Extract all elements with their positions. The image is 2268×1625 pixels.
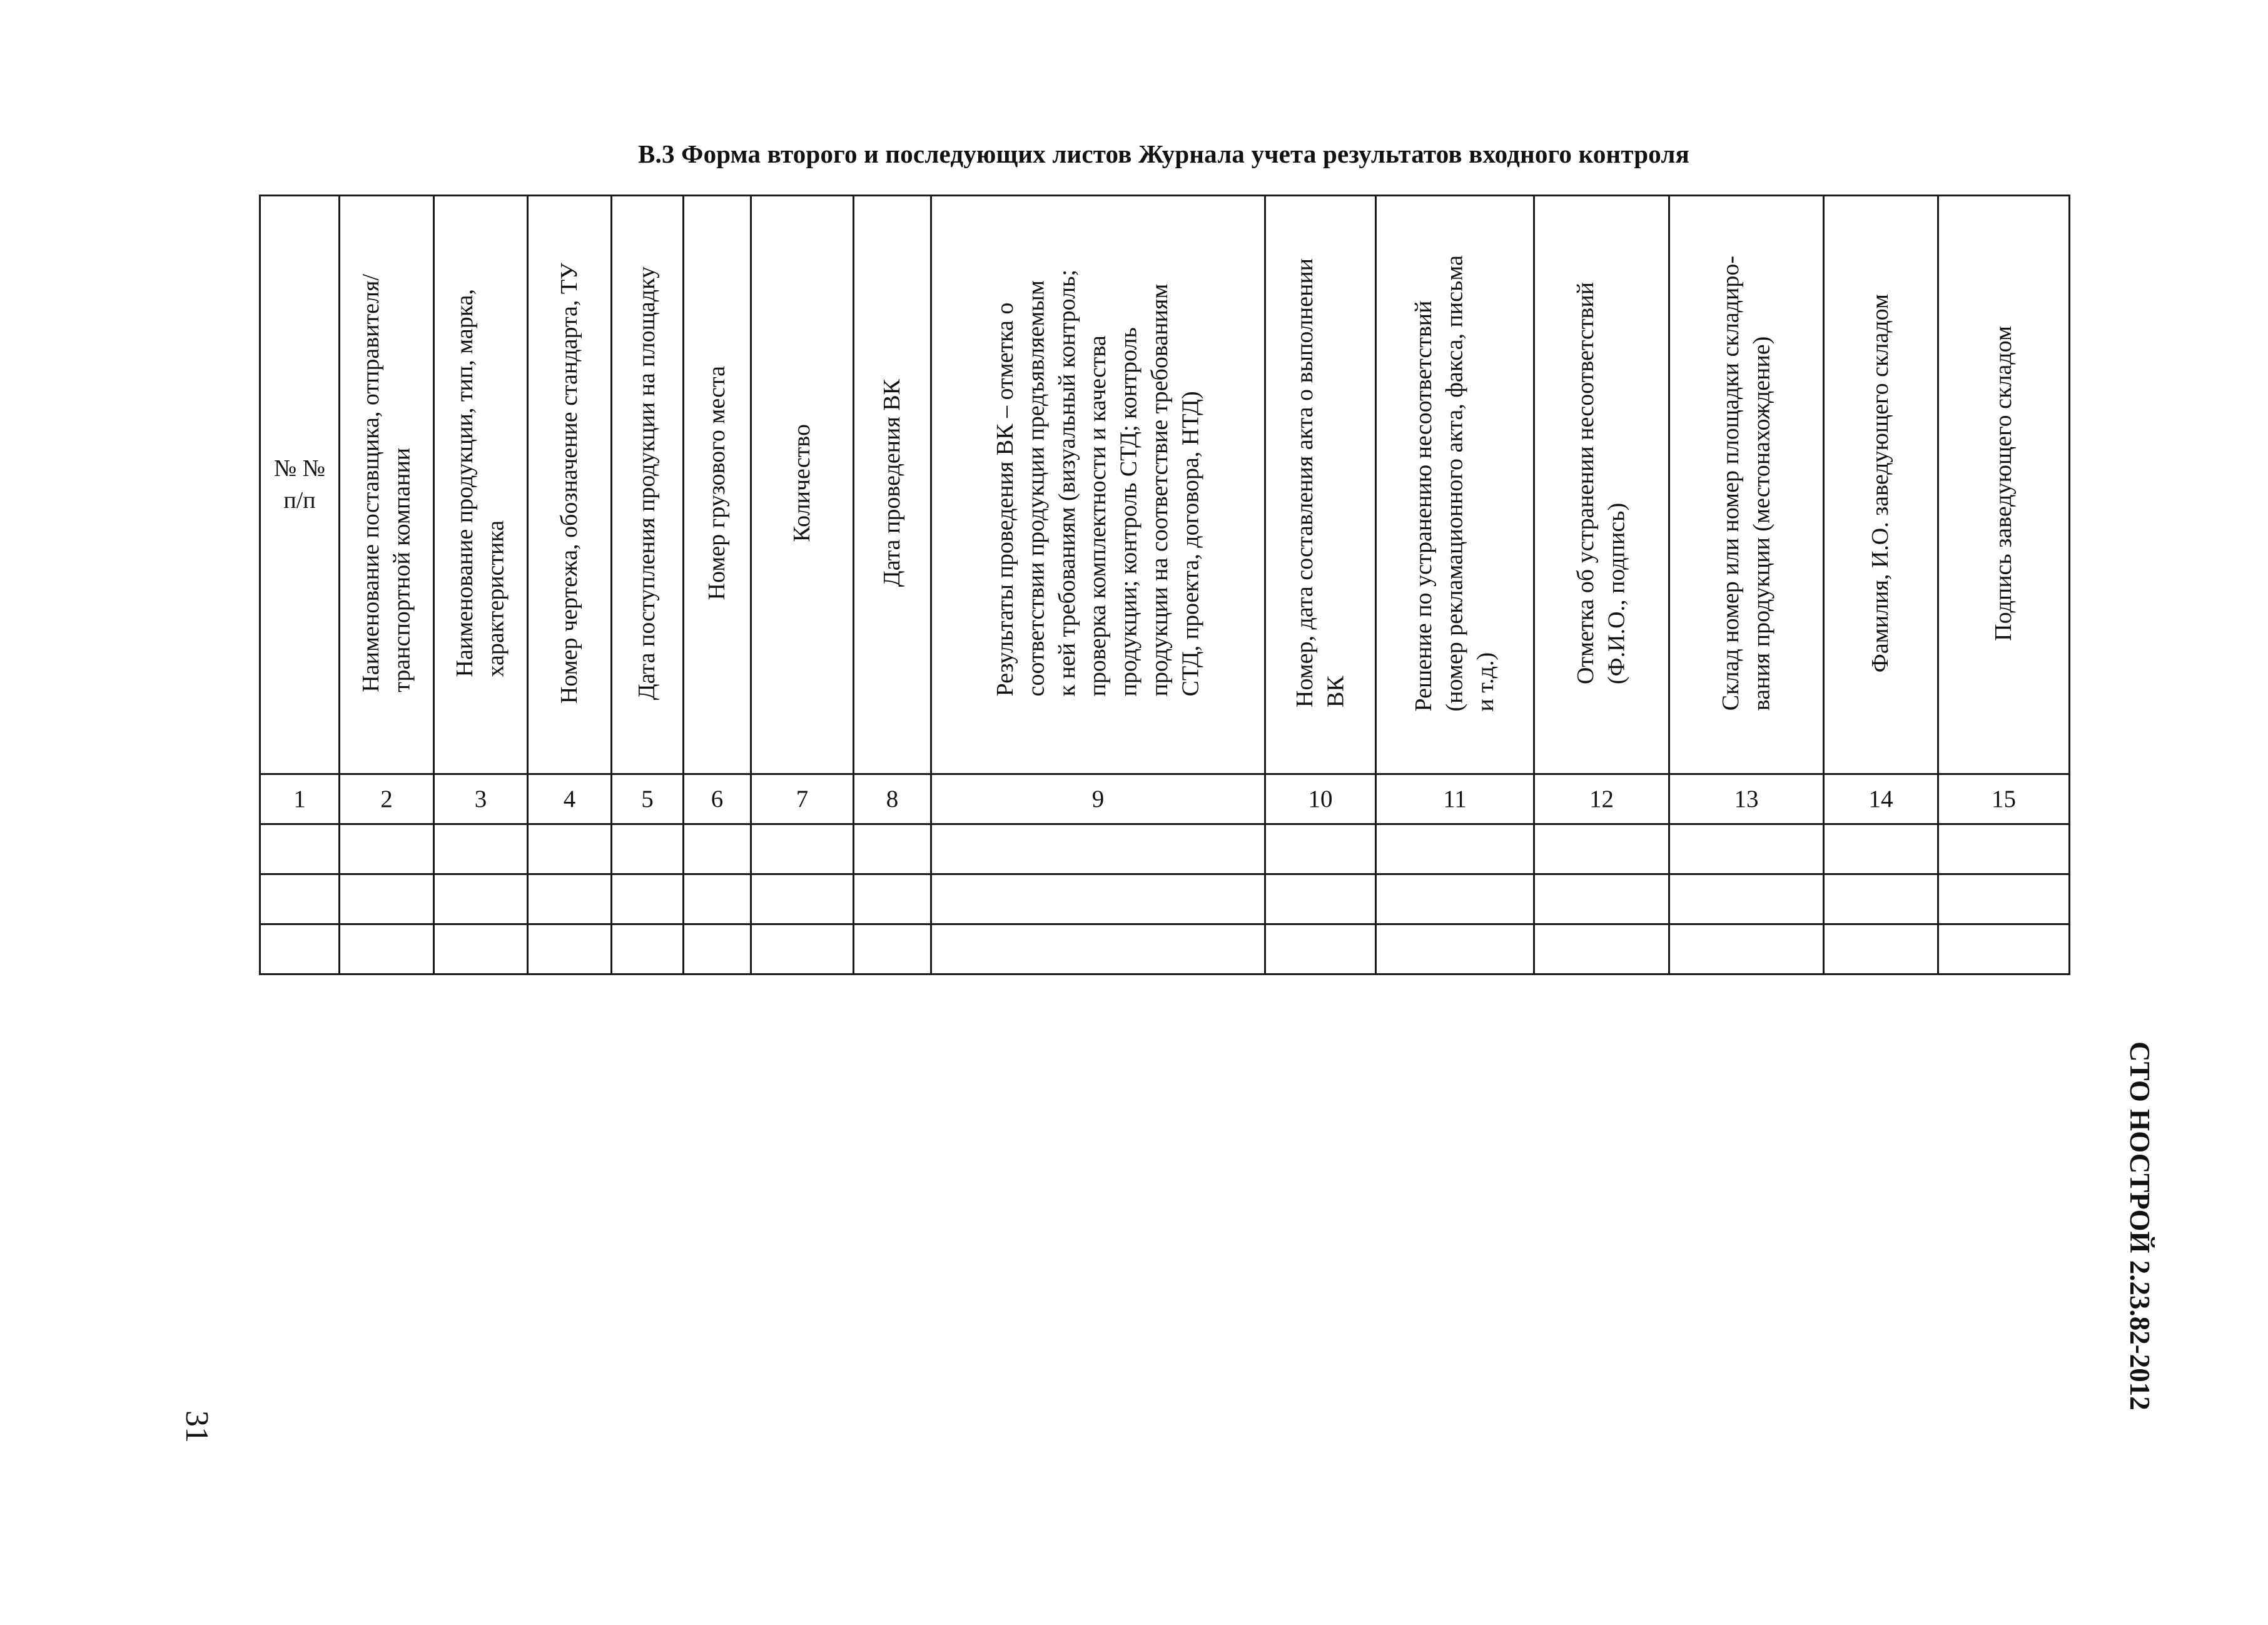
table-cell[interactable] (854, 924, 931, 974)
table-cell[interactable] (684, 924, 751, 974)
header-label: № № п/п (273, 455, 325, 514)
table-header-cell (612, 196, 684, 774)
header-label: Склад номер или номер площадки складиро- вания продукции (местонахождение) (1717, 255, 1774, 711)
table-cell[interactable] (931, 874, 1265, 924)
column-number-cell: 4 (528, 774, 612, 824)
table-header-cell (931, 196, 1265, 774)
table-cell[interactable] (340, 874, 434, 924)
table-row (260, 924, 2070, 974)
table-cell[interactable] (684, 824, 751, 874)
column-number-row (260, 774, 2070, 824)
table-cell[interactable] (340, 924, 434, 974)
table-cell[interactable] (931, 924, 1265, 974)
column-number-cell: 10 (1265, 774, 1376, 824)
table-cell[interactable] (1669, 924, 1824, 974)
table-cell[interactable] (1534, 874, 1669, 924)
table-cell[interactable] (260, 924, 340, 974)
table-cell[interactable] (612, 874, 684, 924)
header-label: Номер чертежа, обозначение стандарта, ТУ (555, 262, 582, 704)
table-cell[interactable] (684, 874, 751, 924)
table-cell[interactable] (854, 874, 931, 924)
header-label: Дата поступления продукции на площадку (634, 266, 661, 701)
header-label: Фамилия, И.О. заведующего складом (1867, 293, 1894, 673)
table-cell[interactable] (751, 924, 854, 974)
table-cell[interactable] (1376, 824, 1534, 874)
table-header-cell (1265, 196, 1376, 774)
header-label: Отметка об устранении несоответствий (Ф.И.О., подпись) (1572, 281, 1630, 685)
table-cell[interactable] (528, 824, 612, 874)
table-cell[interactable] (1938, 874, 2070, 924)
header-label: Дата проведения ВК (878, 379, 905, 587)
column-number-cell: 2 (340, 774, 434, 824)
header-label: Решение по устранению несоответствий (номер рекламационного акта, факса, письма и т.д.) (1410, 255, 1499, 712)
table-cell[interactable] (612, 824, 684, 874)
column-number-cell: 1 (260, 774, 340, 824)
table-cell[interactable] (1824, 924, 1938, 974)
table-cell[interactable] (1376, 924, 1534, 974)
journal-table (259, 195, 2070, 975)
column-number-cell: 6 (684, 774, 751, 824)
column-number-cell: 7 (751, 774, 854, 824)
column-number-cell: 5 (612, 774, 684, 824)
table-cell[interactable] (1265, 924, 1376, 974)
table-header-cell (434, 196, 528, 774)
column-number-cell: 8 (854, 774, 931, 824)
table-cell[interactable] (1669, 874, 1824, 924)
table-row (260, 874, 2070, 924)
table-cell[interactable] (1824, 874, 1938, 924)
table-header-cell (260, 196, 340, 774)
column-number-cell: 3 (434, 774, 528, 824)
table-cell[interactable] (1938, 924, 2070, 974)
table-cell[interactable] (612, 924, 684, 974)
header-label: Наименование поставщика, отправителя/ транспортной компании (357, 274, 415, 692)
header-label: Наименование продукции, тип, марка, характеристика (452, 289, 509, 677)
table-header-cell (684, 196, 751, 774)
column-number-cell: 14 (1824, 774, 1938, 824)
table-header-cell (854, 196, 931, 774)
page-number: 31 (179, 1410, 215, 1443)
column-number-cell: 12 (1534, 774, 1669, 824)
column-number-cell: 9 (931, 774, 1265, 824)
table-cell[interactable] (260, 874, 340, 924)
table-cell[interactable] (1824, 824, 1938, 874)
table-row (260, 824, 2070, 874)
table-header-cell (1534, 196, 1669, 774)
page-title: В.3 Форма второго и последующих листов Журнала учета результатов входного контроля (638, 139, 1689, 168)
column-number-cell: 11 (1376, 774, 1534, 824)
table-header-cell (1938, 196, 2070, 774)
column-number-cell: 15 (1938, 774, 2070, 824)
table-header-cell (751, 196, 854, 774)
table-cell[interactable] (1265, 874, 1376, 924)
table-cell[interactable] (854, 824, 931, 874)
table-cell[interactable] (340, 824, 434, 874)
document-code: СТО НОСТРОЙ 2.23.82-2012 (2124, 1041, 2155, 1410)
table-cell[interactable] (751, 824, 854, 874)
table-cell[interactable] (1534, 824, 1669, 874)
table-cell[interactable] (528, 874, 612, 924)
header-label: Номер, дата составления акта о выполнении ВК (1291, 258, 1349, 708)
header-label: Номер грузового места (703, 366, 730, 600)
table-cell[interactable] (1938, 824, 2070, 874)
table-cell[interactable] (1669, 824, 1824, 874)
table-cell[interactable] (434, 824, 528, 874)
table-cell[interactable] (1376, 874, 1534, 924)
table-cell[interactable] (1534, 924, 1669, 974)
table-cell[interactable] (751, 874, 854, 924)
table-cell[interactable] (528, 924, 612, 974)
table-header-cell (340, 196, 434, 774)
table-header-cell (528, 196, 612, 774)
table-header-row (260, 196, 2070, 774)
table-cell[interactable] (260, 824, 340, 874)
header-label: Количество (788, 424, 815, 542)
table-header-cell (1824, 196, 1938, 774)
table-cell[interactable] (434, 874, 528, 924)
table-cell[interactable] (1265, 824, 1376, 874)
column-number-cell: 13 (1669, 774, 1824, 824)
header-label: Подпись заведующего складом (1990, 325, 2017, 641)
table-cell[interactable] (931, 824, 1265, 874)
table-header-cell (1376, 196, 1534, 774)
table-header-cell (1669, 196, 1824, 774)
header-label: Результаты проведения ВК – отметка о соответствии продукции предъявляемым к ней требованиям (визуальный контроль; проверка комплектности и качества продукции; контроль СТД; контроль продукции на соответствие требованиям СТД, проекта, договора, НТД) (991, 270, 1203, 697)
table-cell[interactable] (434, 924, 528, 974)
